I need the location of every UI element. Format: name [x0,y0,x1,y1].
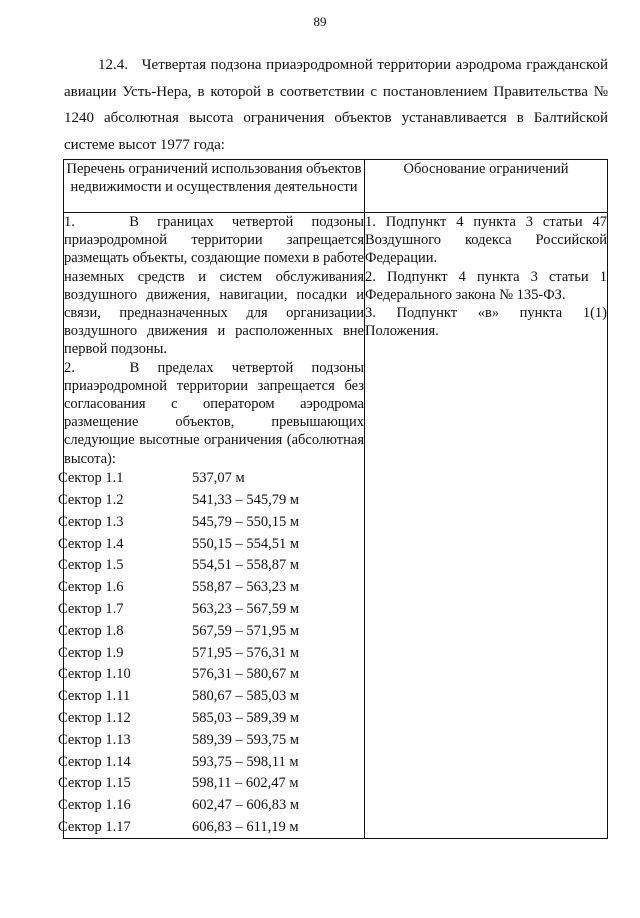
sector-height-range: 576,31 – 580,67 м [192,666,300,683]
sector-name: Сектор 1.7 [58,601,124,618]
sector-name: Сектор 1.1 [58,470,124,487]
sector-row [58,817,364,839]
sector-name: Сектор 1.11 [58,688,131,705]
sector-name: Сектор 1.4 [58,535,124,552]
sector-name: Сектор 1.8 [58,622,124,639]
sector-row [58,773,364,795]
sector-name: Сектор 1.12 [58,710,131,726]
page-number: 89 [313,14,327,29]
sector-height-range: 541,33 – 545,79 м [192,492,300,509]
sector-name: Сектор 1.13 [58,731,131,748]
sector-height-range: 606,83 – 611,19 м [192,818,299,835]
header-justification: Обоснование ограничений [365,160,608,213]
sector-row [58,686,364,708]
sector-height-range: 558,87 – 563,23 м [192,579,300,596]
intro-paragraph [64,52,608,158]
sector-height-range: 598,11 – 602,47 м [192,775,299,792]
sector-row [58,490,364,512]
sector-name: Сектор 1.16 [58,797,131,814]
sector-row [58,708,364,730]
restrictions-cell [58,213,365,839]
sector-row [58,511,364,533]
sector-list [58,468,364,839]
justification-item-2: 2. Подпункт 4 пункта 3 статьи 1 Федерального закона № 135-ФЗ. [365,268,607,303]
sector-name: Сектор 1.14 [58,753,131,770]
sector-name: Сектор 1.5 [58,557,124,574]
sector-height-range: 554,51 – 558,87 м [192,557,300,574]
sector-height-range: 550,15 – 554,51 м [192,535,300,552]
sector-height-range: 602,47 – 606,83 м [192,797,300,814]
sector-row [58,468,364,490]
sector-height-range: 537,07 м [192,470,245,487]
justification-item-3: 3. Подпункт «в» пункта 1(1) Положения. [365,305,607,340]
sector-name: Сектор 1.2 [58,492,124,509]
restrictions-table [58,159,608,839]
sector-height-range: 580,67 – 585,03 м [192,688,300,705]
sector-row [58,751,364,773]
sector-row [58,664,364,686]
sector-height-range: 567,59 – 571,95 м [192,622,300,639]
sector-height-range: 563,23 – 567,59 м [192,601,300,618]
sector-name: Сектор 1.17 [58,818,131,835]
sector-height-range: 593,75 – 598,11 м [192,753,299,770]
sector-row [58,620,364,642]
sector-height-range: 589,39 – 593,75 м [192,731,300,748]
sector-row [58,577,364,599]
justification-item-1: 1. Подпункт 4 пункта 3 статьи 47 Воздушного кодекса Российской Федерации. [365,214,607,267]
sector-name: Сектор 1.6 [58,579,124,596]
sector-name: Сектор 1.15 [58,775,131,792]
intro-text: 12.4. Четвертая подзона приаэродромной территории аэродрома гражданской авиации Усть-Нера, в которой в соответствии с постановлением Правительства № 1240 абсолютная высота ограничения объектов устанавливается в Балтийской системе высот 1977 года: [64,57,608,153]
table-header-row [64,160,608,213]
sector-row [58,533,364,555]
sector-height-range: 585,03 – 589,39 м [192,710,300,726]
sector-name: Сектор 1.3 [58,513,124,530]
sector-row [58,642,364,664]
sector-name: Сектор 1.10 [58,666,131,683]
header-restrictions-list: Перечень ограничений использования объектов недвижимости и осуществления деятельности [64,160,365,213]
sector-row [58,599,364,621]
restriction-item-1: 1. В границах четвертой подзоны приаэродромной территории запрещается размещать объекты, создающие помехи в работе наземных средств и систем обслуживания воздушного движения, навигации, посадки и связи, предназначенных для организации воздушного движения и расположенных вне первой подзоны. [64,214,364,358]
sector-height-range: 545,79 – 550,15 м [192,513,300,530]
sector-row [58,795,364,817]
sector-height-range: 571,95 – 576,31 м [192,644,300,661]
table-body-row [64,213,608,839]
sector-row [58,555,364,577]
restriction-item-2: 2. В пределах четвертой подзоны приаэродромной территории запрещается без согласования с оператором аэродрома размещение объектов, превышающих следующие высотные ограничения (абсолютная высота): [64,359,364,467]
sector-row [58,729,364,751]
justification-cell [365,213,608,839]
sector-name: Сектор 1.9 [58,644,124,661]
